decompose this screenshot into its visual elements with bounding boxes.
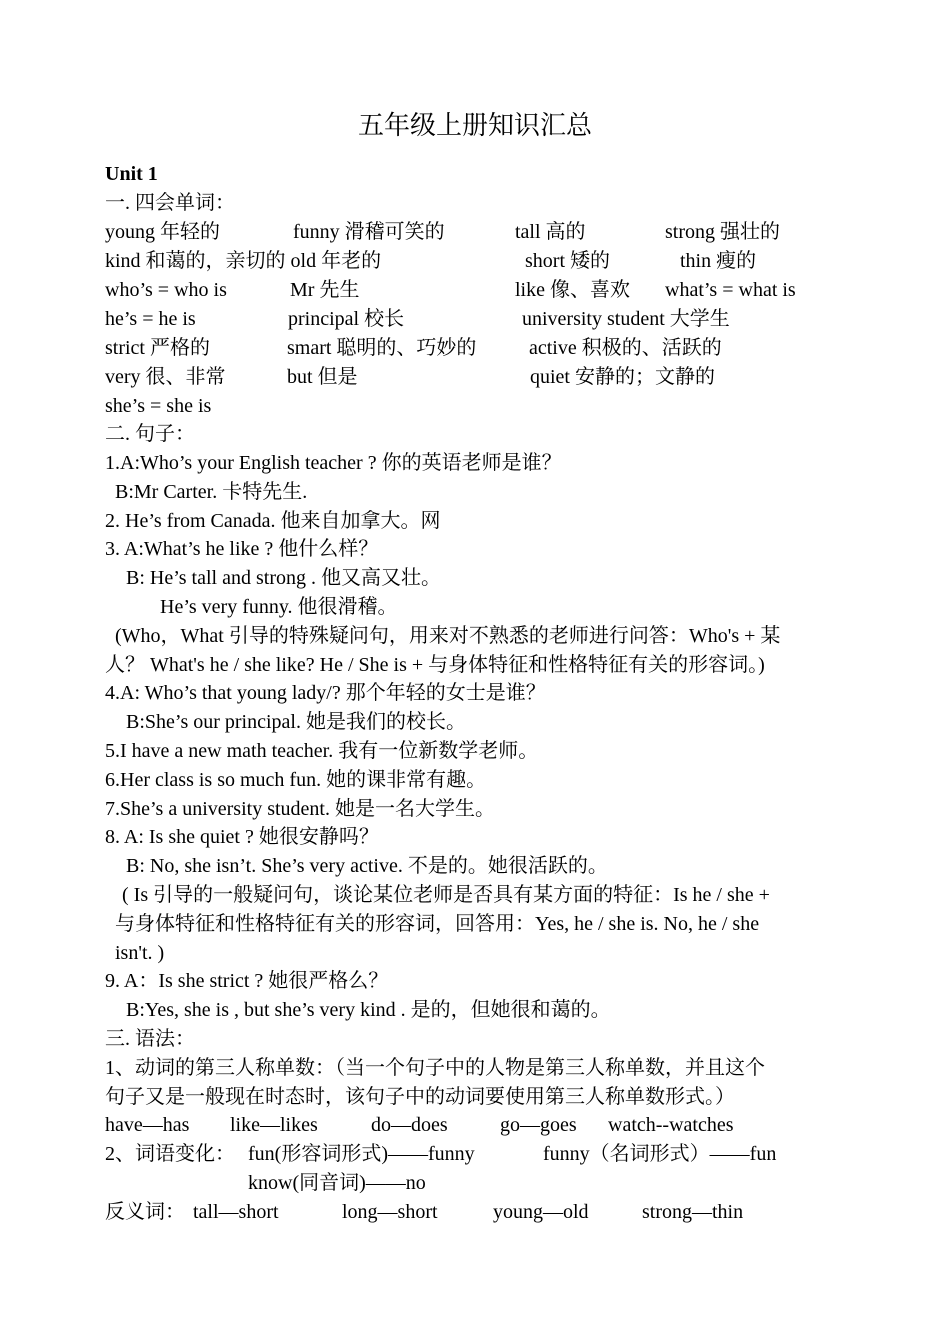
vocab-item: strong 强壮的 xyxy=(665,221,780,243)
vocab-item: smart 聪明的、巧妙的 xyxy=(287,337,477,359)
vocab-item: active 积极的、活跃的 xyxy=(529,337,722,359)
sentence-line: B: He’s tall and strong . 他又高又壮。 xyxy=(126,567,441,589)
page-title: 五年级上册知识汇总 xyxy=(357,111,592,140)
note-line: ( Is 引导的一般疑问句，谈论某位老师是否具有某方面的特征：Is he / she + xyxy=(122,884,770,906)
vocab-row xyxy=(105,363,845,392)
vocab-item: principal 校长 xyxy=(288,308,405,330)
vocab-item: what’s = what is xyxy=(665,279,796,301)
sentence-line: 5.I have a new math teacher. 我有一位新数学老师。 xyxy=(105,740,539,762)
antonym-pair: tall—short xyxy=(193,1201,279,1223)
vocab-item: very 很、非常 xyxy=(105,366,226,388)
vocab-item: quiet 安静的；文静的 xyxy=(530,366,715,388)
antonym-pair: strong—thin xyxy=(642,1201,744,1223)
vocab-item: young 年轻的 xyxy=(105,221,220,243)
vocab-row xyxy=(105,276,845,305)
vocab-item: strict 严格的 xyxy=(105,337,210,359)
grammar-line: 句子又是一般现在时态时，该句子中的动词要使用第三人称单数形式。） xyxy=(105,1086,735,1108)
note-line: (Who，What 引导的特殊疑问句，用来对不熟悉的老师进行问答：Who's + 某 xyxy=(115,625,781,647)
note-line: isn't. ) xyxy=(115,942,165,964)
note-line: 人？ What's he / she like? He / She is + 与身体特征和性格特征有关的形容词。) xyxy=(105,654,765,676)
vocab-row xyxy=(105,305,845,334)
word-change-item: funny（名词形式）——fun xyxy=(543,1143,777,1165)
vocab-row xyxy=(105,392,845,421)
sentence-line: 2. He’s from Canada. 他来自加拿大。网 xyxy=(105,510,441,532)
verb-form: have—has xyxy=(105,1114,190,1136)
sentence-line: B:Yes, she is , but she’s very kind . 是的，但她很和蔼的。 xyxy=(126,999,611,1021)
antonym-pair: young—old xyxy=(493,1201,589,1223)
note-line: 与身体特征和性格特征有关的形容词，回答用：Yes, he / she is. No, he / she xyxy=(115,913,760,935)
vocab-item: university student 大学生 xyxy=(522,308,730,330)
section-heading-words: 一. 四会单词： xyxy=(105,192,235,214)
section-heading-grammar: 三. 语法： xyxy=(105,1028,195,1050)
vocab-row xyxy=(105,218,845,247)
antonyms-label: 反义词： xyxy=(105,1201,185,1223)
verb-form: watch--watches xyxy=(608,1114,734,1136)
vocab-item: kind 和蔼的，亲切的 old 年老的 xyxy=(105,250,382,272)
word-change-row xyxy=(105,1140,845,1169)
verb-forms-row xyxy=(105,1111,845,1140)
sentence-line: 4.A: Who’s that young lady/? 那个年轻的女士是谁？ xyxy=(105,682,546,704)
verb-form: like—likes xyxy=(230,1114,318,1136)
unit-heading: Unit 1 xyxy=(105,163,158,185)
word-change-item: fun(形容词形式)——funny xyxy=(248,1143,475,1165)
sentence-line: 1.A:Who’s your English teacher ? 你的英语老师是谁？ xyxy=(105,452,562,474)
vocab-item: like 像、喜欢 xyxy=(515,279,630,301)
vocab-item: he’s = he is xyxy=(105,308,196,330)
vocab-item: funny 滑稽可笑的 xyxy=(293,221,445,243)
vocab-row xyxy=(105,247,845,276)
sentence-line: 9. A：Is she strict ? 她很严格么？ xyxy=(105,970,389,992)
word-change-item: know(同音词)——no xyxy=(248,1172,426,1194)
antonym-pair: long—short xyxy=(342,1201,438,1223)
verb-form: do—does xyxy=(371,1114,448,1136)
sentence-line: 8. A: Is she quiet ? 她很安静吗？ xyxy=(105,826,379,848)
vocab-item: tall 高的 xyxy=(515,221,586,243)
sentence-line: He’s very funny. 他很滑稽。 xyxy=(160,596,398,618)
vocab-item: Mr 先生 xyxy=(290,279,360,301)
sentence-line: 6.Her class is so much fun. 她的课非常有趣。 xyxy=(105,769,487,791)
word-change-label: 2、词语变化： xyxy=(105,1143,235,1165)
vocab-item: thin 瘦的 xyxy=(680,250,757,272)
sentence-line: 3. A:What’s he like ? 他什么样？ xyxy=(105,538,379,560)
antonyms-row xyxy=(105,1198,845,1227)
section-heading-sentences: 二. 句子： xyxy=(105,423,195,445)
vocab-item: short 矮的 xyxy=(525,250,610,272)
sentence-line: 7.She’s a university student. 她是一名大学生。 xyxy=(105,798,495,820)
sentence-line: B:She’s our principal. 她是我们的校长。 xyxy=(126,711,466,733)
sentence-line: B:Mr Carter. 卡特先生. xyxy=(115,481,308,503)
sentence-line: B: No, she isn’t. She’s very active. 不是的。她很活跃的。 xyxy=(126,855,608,877)
vocab-item: she’s = she is xyxy=(105,395,212,417)
grammar-line: 1、动词的第三人称单数：（当一个句子中的人物是第三人称单数，并且这个 xyxy=(105,1057,765,1079)
vocab-item: but 但是 xyxy=(287,366,358,388)
vocab-row xyxy=(105,334,845,363)
verb-form: go—goes xyxy=(500,1114,577,1136)
vocab-item: who’s = who is xyxy=(105,279,227,301)
